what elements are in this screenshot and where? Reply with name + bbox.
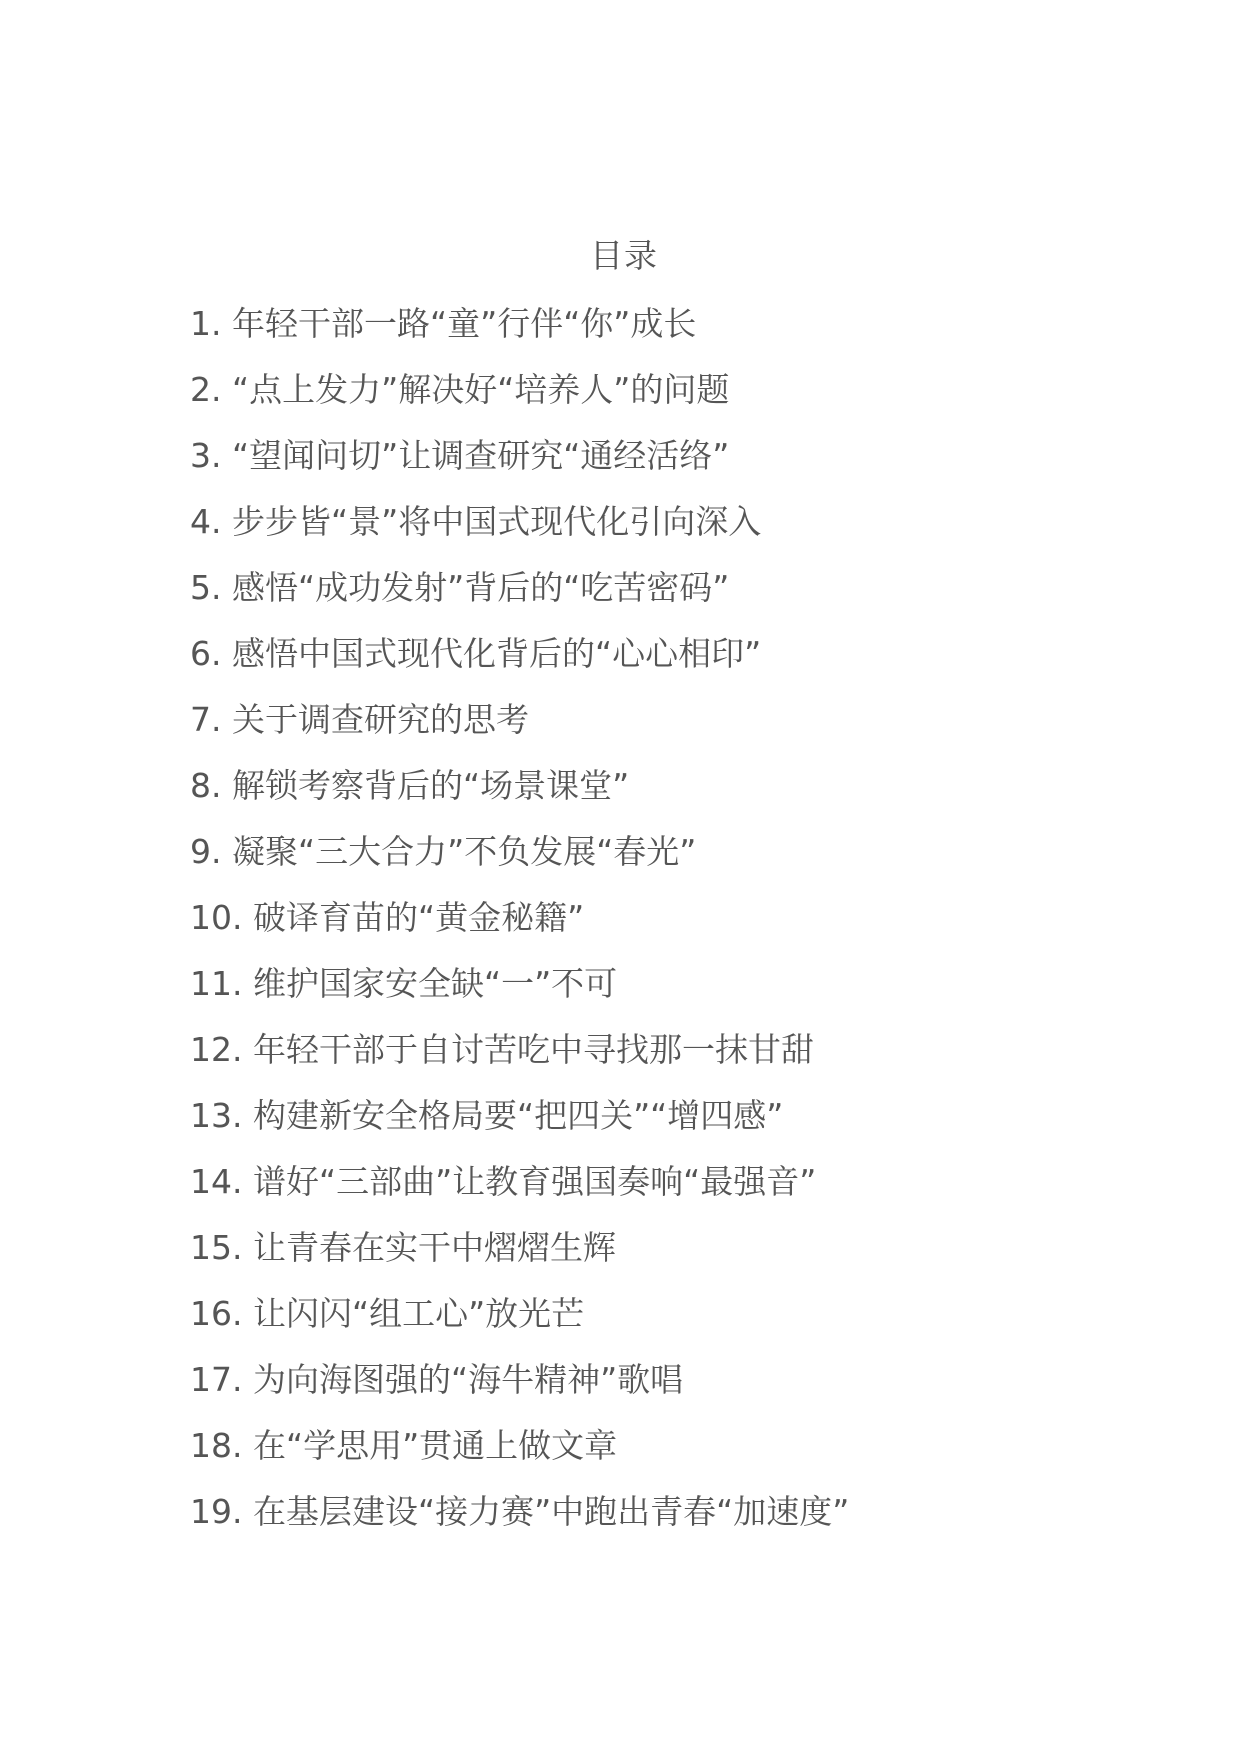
toc-item	[190, 300, 849, 366]
toc-item-number: 19.	[190, 1492, 243, 1531]
toc-item	[190, 960, 849, 1026]
toc-title: 目录	[590, 236, 658, 275]
toc-item-text: 年轻干部于自讨苦吃中寻找那一抹甘甜	[252, 1030, 814, 1069]
toc-item-text: 感悟中国式现代化背后的“心心相印”	[232, 634, 762, 673]
toc-item	[190, 1158, 849, 1224]
toc-item-number: 7.	[190, 700, 222, 739]
toc-item	[190, 696, 849, 762]
toc-list	[190, 300, 849, 1554]
toc-item-number: 9.	[190, 832, 222, 871]
toc-item-number: 1.	[190, 304, 222, 343]
toc-item-number: 16.	[190, 1294, 243, 1333]
toc-item	[190, 1290, 849, 1356]
toc-item	[190, 1356, 849, 1422]
toc-item	[190, 1026, 849, 1092]
toc-item-text: 感悟“成功发射”背后的“吃苦密码”	[232, 568, 730, 607]
toc-item-text: 破译育苗的“黄金秘籍”	[252, 898, 585, 937]
toc-item	[190, 762, 849, 828]
toc-item	[190, 564, 849, 630]
toc-item-number: 18.	[190, 1426, 243, 1465]
toc-item-text: 构建新安全格局要“把四关”“增四感”	[252, 1096, 784, 1135]
toc-item-number: 2.	[190, 370, 222, 409]
toc-item-number: 12.	[190, 1030, 243, 1069]
toc-item-number: 17.	[190, 1360, 243, 1399]
toc-item-number: 4.	[190, 502, 222, 541]
toc-item-number: 8.	[190, 766, 222, 805]
toc-item-text: 解锁考察背后的“场景课堂”	[232, 766, 630, 805]
toc-item-text: 在“学思用”贯通上做文章	[252, 1426, 618, 1465]
toc-item-text: 为向海图强的“海牛精神”歌唱	[252, 1360, 684, 1399]
toc-item	[190, 828, 849, 894]
toc-item-text: 步步皆“景”将中国式现代化引向深入	[232, 502, 762, 541]
toc-item-number: 11.	[190, 964, 243, 1003]
toc-item-text: 在基层建设“接力赛”中跑出青春“加速度”	[252, 1492, 850, 1531]
toc-item-text: 年轻干部一路“童”行伴“你”成长	[232, 304, 697, 343]
toc-item	[190, 894, 849, 960]
toc-item-text: “望闻问切”让调查研究“通经活络”	[232, 436, 730, 475]
toc-item-text: 关于调查研究的思考	[232, 700, 529, 739]
toc-item	[190, 498, 849, 564]
toc-item	[190, 432, 849, 498]
toc-item	[190, 630, 849, 696]
toc-item-text: 让青春在实干中熠熠生辉	[252, 1228, 616, 1267]
toc-item-number: 6.	[190, 634, 222, 673]
toc-item-text: 凝聚“三大合力”不负发展“春光”	[232, 832, 697, 871]
toc-item-number: 3.	[190, 436, 222, 475]
toc-item-text: 谱好“三部曲”让教育强国奏响“最强音”	[252, 1162, 817, 1201]
toc-item-number: 13.	[190, 1096, 243, 1135]
toc-item-text: 让闪闪“组工心”放光芒	[252, 1294, 585, 1333]
toc-item-number: 15.	[190, 1228, 243, 1267]
toc-item-number: 14.	[190, 1162, 243, 1201]
toc-item	[190, 1488, 849, 1554]
toc-item-number: 10.	[190, 898, 243, 937]
toc-item	[190, 366, 849, 432]
toc-item-number: 5.	[190, 568, 222, 607]
toc-item	[190, 1422, 849, 1488]
toc-item	[190, 1224, 849, 1290]
toc-item-text: 维护国家安全缺“一”不可	[252, 964, 618, 1003]
toc-item	[190, 1092, 849, 1158]
toc-item-text: “点上发力”解决好“培养人”的问题	[232, 370, 730, 409]
